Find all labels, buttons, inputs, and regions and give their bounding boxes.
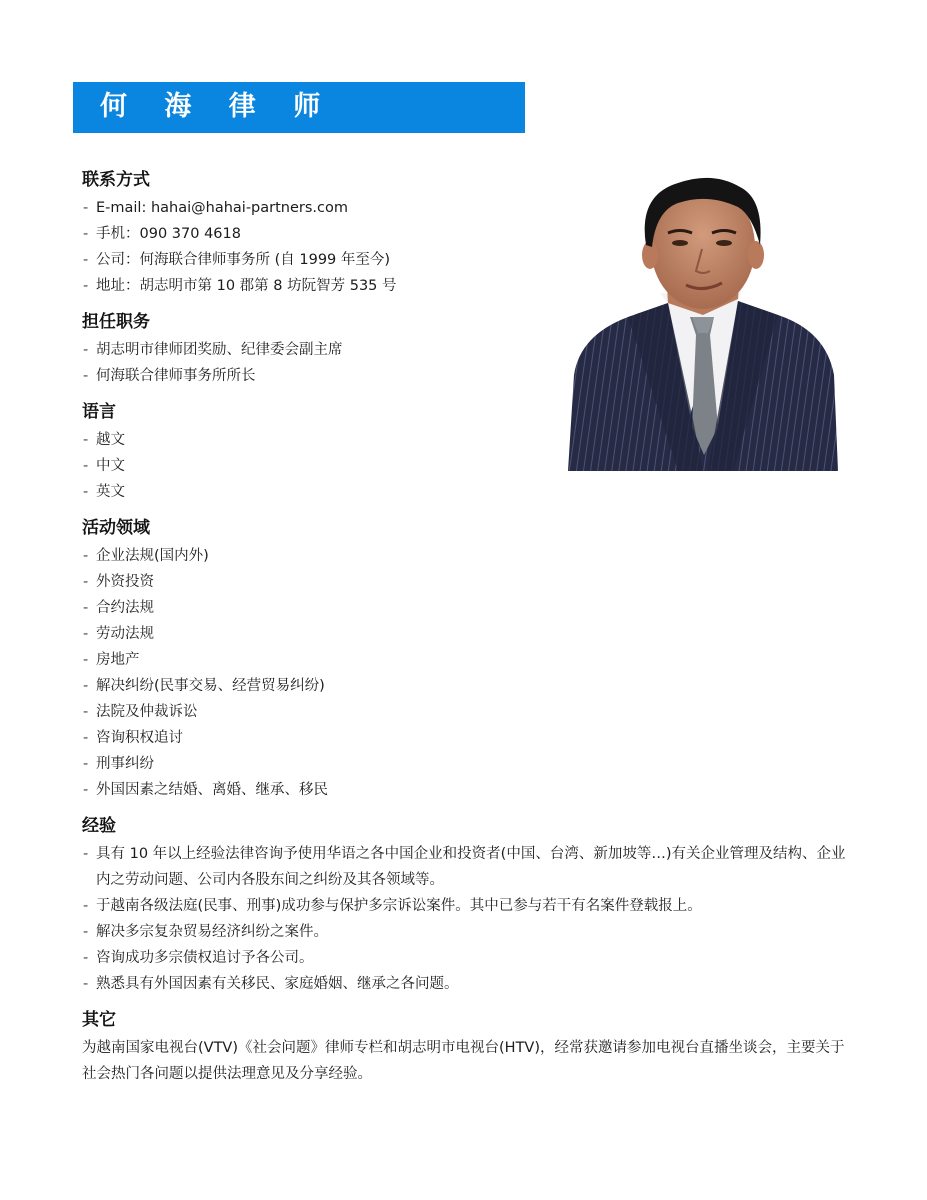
list-item-text: 熟悉具有外国因素有关移民、家庭婚姻、继承之各问题。	[96, 976, 459, 992]
bullet-dash: -	[83, 730, 89, 746]
list-item-text: 越文	[96, 432, 125, 448]
list-item	[82, 363, 862, 389]
list-item-text: 外国因素之结婚、离婚、继承、移民	[96, 782, 328, 798]
list-item-text: 咨询成功多宗债权追讨予各公司。	[96, 950, 314, 966]
list-item-text: 合约法规	[96, 600, 154, 616]
list-item	[82, 699, 862, 725]
list-item	[82, 777, 862, 803]
section-languages	[82, 397, 862, 505]
bullet-dash: -	[83, 458, 89, 474]
list-item	[82, 945, 862, 971]
section-heading-languages: 语言	[82, 402, 116, 422]
list-item-text: 法院及仲裁诉讼	[96, 704, 198, 720]
languages-list	[82, 427, 862, 505]
contact-phone	[82, 221, 862, 247]
bullet-dash: -	[83, 548, 89, 564]
list-item	[82, 673, 862, 699]
bullet-dash: -	[83, 652, 89, 668]
list-item	[82, 595, 862, 621]
section-heading-experience: 经验	[82, 816, 116, 836]
list-item	[82, 453, 862, 479]
list-item-text: 咨询积权追讨	[96, 730, 183, 746]
section-heading-practice-areas: 活动领域	[82, 518, 150, 538]
list-item	[82, 427, 862, 453]
list-item	[82, 647, 862, 673]
list-item-text: 劳动法规	[96, 626, 154, 642]
list-item-text: 公司：何海联合律师事务所 (自 1999 年至今)	[96, 252, 391, 268]
bullet-dash: -	[83, 976, 89, 992]
bullet-dash: -	[83, 600, 89, 616]
positions-list	[82, 337, 862, 389]
bullet-dash: -	[83, 846, 89, 862]
section-other	[82, 1005, 862, 1087]
bullet-dash: -	[83, 704, 89, 720]
list-item	[82, 725, 862, 751]
list-item-text: 解决多宗复杂贸易经济纠纷之案件。	[96, 924, 328, 940]
list-item-text: E-mail: hahai@hahai-partners.com	[96, 200, 348, 216]
section-heading-other: 其它	[82, 1010, 116, 1030]
practice-areas-list	[82, 543, 862, 803]
list-item-text: 英文	[96, 484, 125, 500]
list-item-text: 地址：胡志明市第 10 郡第 8 坊阮智芳 535 号	[96, 278, 397, 294]
list-item-text: 于越南各级法庭(民事、刑事)成功参与保护多宗诉讼案件。其中已参与若干有名案件登载报上。	[96, 898, 702, 914]
list-item	[82, 751, 862, 777]
section-heading-contact: 联系方式	[82, 170, 150, 190]
bullet-dash: -	[83, 678, 89, 694]
list-item-text: 房地产	[96, 652, 140, 668]
bullet-dash: -	[83, 756, 89, 772]
bullet-dash: -	[83, 574, 89, 590]
section-positions	[82, 307, 862, 389]
bullet-dash: -	[83, 226, 89, 242]
bullet-dash: -	[83, 200, 89, 216]
contact-list	[82, 195, 862, 299]
list-item	[82, 919, 862, 945]
bullet-dash: -	[83, 626, 89, 642]
list-item-text: 解决纠纷(民事交易、经营贸易纠纷)	[96, 678, 325, 694]
bullet-dash: -	[83, 898, 89, 914]
list-item	[82, 621, 862, 647]
experience-list	[82, 841, 862, 997]
bullet-dash: -	[83, 782, 89, 798]
list-item-text: 胡志明市律师团奖励、纪律委会副主席	[96, 342, 343, 358]
list-item-text: 何海联合律师事务所所长	[96, 368, 256, 384]
page-title: 何 海 律 师	[100, 91, 335, 122]
list-item-text: 具有 10 年以上经验法律咨询予使用华语之各中国企业和投资者(中国、台湾、新加坡等…)有关企业管理及结构、企业内之劳动问题、公司内各股东间之纠纷及其各领域等。	[96, 846, 846, 888]
bullet-dash: -	[83, 368, 89, 384]
list-item	[82, 971, 862, 997]
list-item	[82, 543, 862, 569]
section-contact	[82, 165, 862, 299]
list-item	[82, 569, 862, 595]
list-item	[82, 479, 862, 505]
bullet-dash: -	[83, 484, 89, 500]
contact-address	[82, 273, 862, 299]
bullet-dash: -	[83, 950, 89, 966]
list-item-text: 中文	[96, 458, 125, 474]
bullet-dash: -	[83, 278, 89, 294]
contact-company	[82, 247, 862, 273]
bullet-dash: -	[83, 432, 89, 448]
section-experience	[82, 811, 862, 997]
list-item-text: 企业法规(国内外)	[96, 548, 209, 564]
section-heading-positions: 担任职务	[82, 312, 150, 332]
list-item-text: 刑事纠纷	[96, 756, 154, 772]
resume-content	[82, 165, 862, 1087]
list-item	[82, 841, 848, 893]
bullet-dash: -	[83, 252, 89, 268]
list-item	[82, 337, 862, 363]
title-banner	[73, 82, 525, 133]
other-paragraph: 为越南国家电视台(VTV)《社会问题》律师专栏和胡志明市电视台(HTV)，经常获邀请参加电视台直播坐谈会，主要关于社会热门各问题以提供法理意见及分享经验。	[82, 1040, 845, 1082]
bullet-dash: -	[83, 342, 89, 358]
contact-email	[82, 195, 862, 221]
list-item	[82, 893, 862, 919]
list-item-text: 手机：090 370 4618	[96, 226, 241, 242]
bullet-dash: -	[83, 924, 89, 940]
section-practice-areas	[82, 513, 862, 803]
list-item-text: 外资投资	[96, 574, 154, 590]
